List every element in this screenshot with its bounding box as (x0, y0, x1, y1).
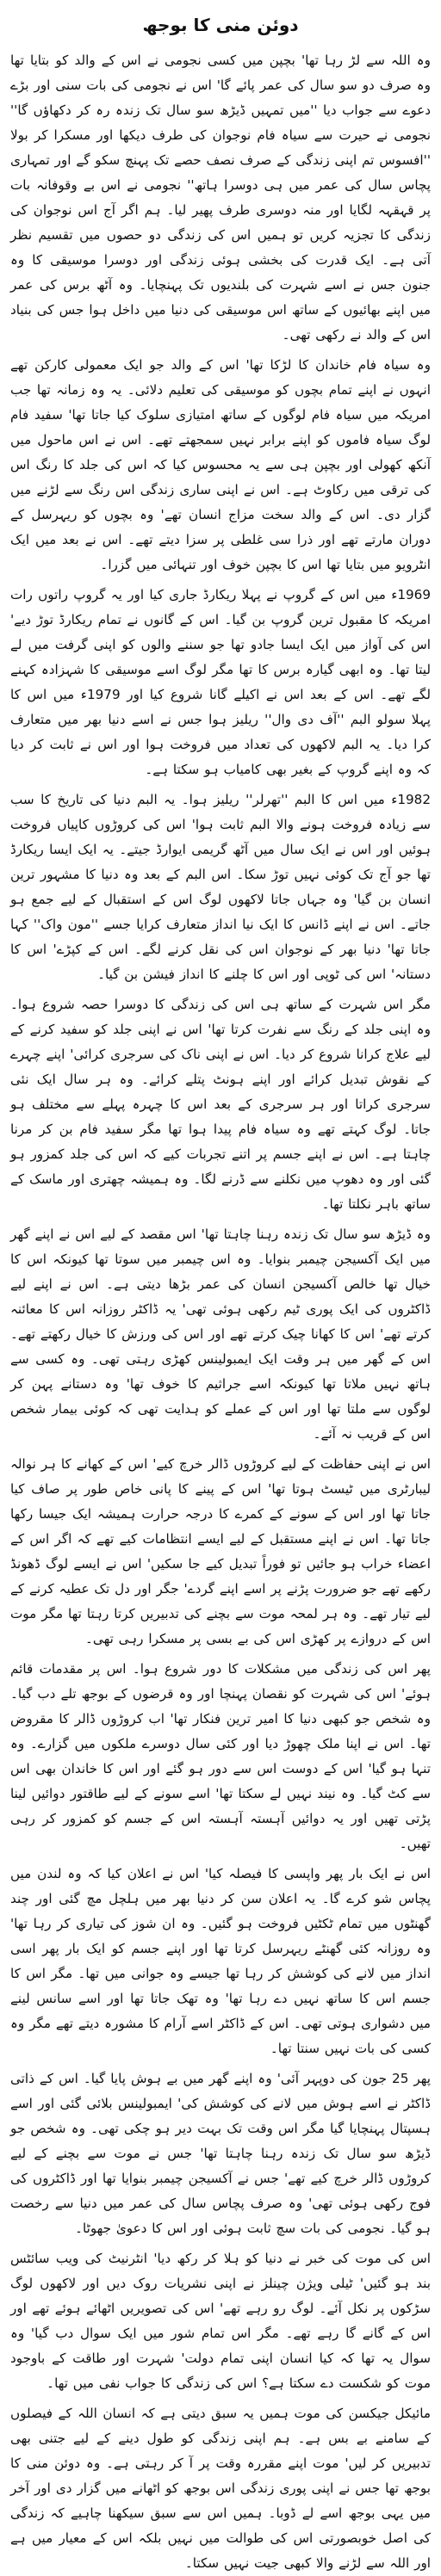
article-paragraph: اس نے اپنی حفاظت کے لیے کروڑوں ڈالر خرچ کیے' اس کے کھانے کا ہر نوالہ لیبارٹری میں ٹیسٹ ہوتا تھا' اس کے پینے کا پانی خاص طور پر صاف کیا جاتا تھا اور اس کے سونے کے کمرے کا درجہ حرارت ہمیشہ ایک جیسا رکھا جاتا تھا۔ اس نے اپنے مستقبل کے لیے ایسے انتظامات کیے تھے کہ اگر اس کے اعضاء خراب ہو جائیں تو فوراً تبدیل کیے جا سکیں' اس نے ایسے لوگ ڈھونڈ رکھے تھے جو ضرورت پڑنے پر اسے اپنے گردے' جگر اور دل تک عطیہ کرنے کے لیے تیار تھے۔ وہ ہر لمحہ موت سے بچنے کی تدبیریں کرتا رہتا تھا مگر موت اس کے دروازے پر کھڑی اس کی بے بسی پر مسکرا رہی تھی۔ (10, 1456, 431, 1646)
article-paragraph: وہ اللہ سے لڑ رہا تھا' بچپن میں کسی نجومی نے اس کے والد کو بتایا تھا وہ صرف دو سو سال کی عمر پائے گا' اس نے نجومی کی بات سنی اور بڑے دعوے سے جواب دیا ''میں تمہیں ڈیڑھ سو سال تک زندہ رہ کر دکھاؤں گا'' نجومی نے حیرت سے سیاہ فام نوجوان کی طرف دیکھا اور مسکرا کر بولا ''افسوس تم اپنی زندگی کے صرف نصف حصے تک پہنچ سکو گے اور تمہاری پچاس سال کی عمر میں ہی دوسرا ہاتھ'' نجومی نے اس بے وقوفانہ بات پر قہقہہ لگایا اور منہ دوسری طرف پھیر لیا۔ ہم اگر آج اس نوجوان کی زندگی کا تجزیہ کریں تو ہمیں اس کی زندگی دو حصوں میں تقسیم نظر آتی ہے۔ ایک قدرت کی بخشی ہوئی زندگی اور دوسرا موسیقی کا وہ جنون جس نے اسے شہرت کی بلندیوں تک پہنچایا۔ وہ آٹھ برس کی عمر میں اپنے بھائیوں کے ساتھ اس موسیقی کی دنیا میں داخل ہوا جس کی بنیاد اس کے والد نے رکھی تھی۔ (10, 53, 431, 343)
article-paragraph: اس نے ایک بار پھر واپسی کا فیصلہ کیا' اس نے اعلان کیا کہ وہ لندن میں پچاس شو کرے گا۔ یہ اعلان سن کر دنیا بھر میں ہلچل مچ گئی اور چند گھنٹوں میں تمام ٹکٹیں فروخت ہو گئیں۔ وہ ان شوز کی تیاری کر رہا تھا' وہ روزانہ کئی گھنٹے ریہرسل کرتا تھا اور اپنے جسم کو ایک بار پھر اسی انداز میں لانے کی کوشش کر رہا تھا جیسے وہ جوانی میں تھا۔ مگر اس کا جسم اس کا ساتھ نہیں دے رہا تھا' وہ تھک جاتا تھا اور اسے سانس لینے میں دشواری ہوتی تھی۔ اس کے ڈاکٹر اسے آرام کا مشورہ دیتے تھے مگر وہ کسی کی بات نہیں سنتا تھا۔ (10, 1866, 431, 2056)
article-paragraph: پھر 25 جون کی دوپہر آئی' وہ اپنے گھر میں بے ہوش پایا گیا۔ اس کے ذاتی ڈاکٹر نے اسے ہوش میں لانے کی کوشش کی' ایمبولینس بلائی گئی اور اسے ہسپتال پہنچایا گیا مگر اس وقت تک بہت دیر ہو چکی تھی۔ وہ شخص جو ڈیڑھ سو سال تک زندہ رہنا چاہتا تھا' جس نے موت سے بچنے کے لیے کروڑوں ڈالر خرچ کیے تھے' جس نے آکسیجن چیمبر بنوایا تھا اور ڈاکٹروں کی فوج رکھی ہوئی تھی' وہ صرف پچاس سال کی عمر میں دنیا سے رخصت ہو گیا۔ نجومی کی بات سچ ثابت ہوئی اور اس کا دعویٰ جھوٹا۔ (10, 2071, 432, 2236)
article-title: دوئن منی کا بوجھ (142, 15, 299, 35)
article-paragraph: وہ ڈیڑھ سو سال تک زندہ رہنا چاہتا تھا' اس مقصد کے لیے اس نے اپنے گھر میں ایک آکسیجن چیمبر بنوایا۔ وہ اس چیمبر میں سوتا تھا کیونکہ اس کا خیال تھا خالص آکسیجن انسان کی عمر بڑھا دیتی ہے۔ اس نے اپنے لیے ڈاکٹروں کی ایک پوری ٹیم رکھی ہوئی تھی' یہ ڈاکٹر روزانہ اس کا معائنہ کرتے تھے' اس کا کھانا چیک کرتے تھے اور اس کی ورزش کا خیال رکھتے تھے۔ اس کے گھر میں ہر وقت ایک ایمبولینس کھڑی رہتی تھی۔ وہ کسی سے ہاتھ نہیں ملاتا تھا کیونکہ اسے جراثیم کا خوف تھا' وہ دستانے پہن کر لوگوں سے ملتا تھا اور اس کے عملے کو ہدایت تھی کہ کوئی بیمار شخص اس کے قریب نہ آئے۔ (10, 1226, 431, 1442)
article-paragraph: 1969ء میں اس کے گروپ نے پہلا ریکارڈ جاری کیا اور یہ گروپ راتوں رات امریکہ کا مقبول ترین گروپ بن گیا۔ اس کے گانوں نے تمام ریکارڈ توڑ دیے' اس کی آواز میں ایک ایسا جادو تھا جو سننے والوں کو اپنی گرفت میں لے لیتا تھا۔ وہ ابھی گیارہ برس کا تھا مگر لوگ اسے موسیقی کا شہزادہ کہنے لگے تھے۔ اس کے بعد اس نے اکیلے گانا شروع کیا اور 1979ء میں اس کا پہلا سولو البم ''آف دی وال'' ریلیز ہوا جس نے اسے دنیا بھر میں متعارف کرا دیا۔ یہ البم لاکھوں کی تعداد میں فروخت ہوا اور اس نے ثابت کر دیا کہ وہ اپنے گروپ کے بغیر بھی کامیاب ہو سکتا ہے۔ (10, 587, 431, 777)
article-paragraph: 1982ء میں اس کا البم ''تھرلر'' ریلیز ہوا۔ یہ البم دنیا کی تاریخ کا سب سے زیادہ فروخت ہونے والا البم ثابت ہوا' اس کی کروڑوں کاپیاں فروخت ہوئیں اور اس نے ایک سال میں آٹھ گریمی ایوارڈ جیتے۔ یہ ایک ایسا ریکارڈ تھا جو آج تک کوئی نہیں توڑ سکا۔ اس البم کے بعد وہ دنیا کا مشہور ترین انسان بن گیا' وہ جہاں جاتا لاکھوں لوگ اس کے استقبال کے لیے جمع ہو جاتے۔ اس نے اپنے ڈانس کا ایک نیا انداز متعارف کرایا جسے ''مون واک'' کہا جاتا تھا' دنیا بھر کے نوجوان اس کی نقل کرنے لگے۔ اس کے کپڑے' اس کا دستانہ' اس کی ٹوپی اور اس کا چلنے کا انداز فیشن بن گیا۔ (10, 792, 431, 982)
article-paragraph: اس کی موت کی خبر نے دنیا کو ہلا کر رکھ دیا' انٹرنیٹ کی ویب سائٹس بند ہو گئیں' ٹیلی ویژن چینلز نے اپنی نشریات روک دیں اور لاکھوں لوگ سڑکوں پر نکل آئے۔ لوگ رو رہے تھے' اس کی تصویریں اٹھائے ہوئے تھے اور اس کے گانے گا رہے تھے۔ مگر اس تمام شور میں ایک سوال دب گیا' وہ سوال یہ تھا کہ کیا انسان اپنی تمام دولت' شہرت اور طاقت کے باوجود موت کو شکست دے سکتا ہے؟ اس کی زندگی کا جواب نفی میں تھا۔ (10, 2251, 431, 2391)
article-paragraph: وہ سیاہ فام خاندان کا لڑکا تھا' اس کے والد جو ایک معمولی کارکن تھے انہوں نے اپنے تمام بچوں کو موسیقی کی تعلیم دلائی۔ یہ وہ زمانہ تھا جب امریکہ میں سیاہ فام لوگوں کے ساتھ امتیازی سلوک کیا جاتا تھا' سفید فام لوگ سیاہ فاموں کو اپنے برابر نہیں سمجھتے تھے۔ اس نے اس ماحول میں آنکھ کھولی اور بچپن ہی سے یہ محسوس کیا کہ اس کی جلد کا رنگ اس کی ترقی میں رکاوٹ ہے۔ اس نے اپنی ساری زندگی اس رنگ سے لڑنے میں گزار دی۔ اس کے والد سخت مزاج انسان تھے' وہ بچوں کو ریہرسل کے دوران مارتے تھے اور ذرا سی غلطی پر سزا دیتے تھے۔ اس نے بعد میں ایک انٹرویو میں بتایا تھا اس کا بچپن خوف اور تنہائی میں گزرا۔ (10, 357, 431, 572)
article-paragraph: پھر اس کی زندگی میں مشکلات کا دور شروع ہوا۔ اس پر مقدمات قائم ہوئے' اس کی شہرت کو نقصان پہنچا اور وہ قرضوں کے بوجھ تلے دب گیا۔ وہ شخص جو کبھی دنیا کا امیر ترین فنکار تھا' اب کروڑوں ڈالر کا مقروض تھا۔ اس نے اپنا ملک چھوڑ دیا اور کئی سال دوسرے ملکوں میں گزارے۔ وہ تنہا ہو گیا' اس کے دوست اس سے دور ہو گئے اور اس کا خاندان بھی اس سے کٹ گیا۔ وہ نیند نہیں لے سکتا تھا' اسے سونے کے لیے طاقتور دوائیں لینا پڑتی تھیں اور یہ دوائیں آہستہ آہستہ اس کے جسم کو کمزور کر رہی تھیں۔ (10, 1661, 431, 1851)
article-paragraph: مگر اس شہرت کے ساتھ ہی اس کی زندگی کا دوسرا حصہ شروع ہوا۔ وہ اپنی جلد کے رنگ سے نفرت کرتا تھا' اس نے اپنی جلد کو سفید کرنے کے لیے علاج کرانا شروع کر دیا۔ اس نے اپنی ناک کی سرجری کرائی' اپنے چہرے کے نقوش تبدیل کرائے اور اپنے ہونٹ پتلے کرائے۔ وہ ہر سال ایک نئی سرجری کراتا اور ہر سرجری کے بعد اس کا چہرہ پہلے سے مختلف ہو جاتا۔ لوگ کہتے تھے وہ سیاہ فام پیدا ہوا تھا مگر سفید فام بن کر مرنا چاہتا ہے۔ اس نے اپنے جسم پر اتنے تجربات کیے کہ اس کی جلد کمزور ہو گئی اور وہ دھوپ میں نکلنے سے ڈرنے لگا۔ وہ ہمیشہ چھتری اور ماسک کے ساتھ باہر نکلتا تھا۔ (10, 997, 431, 1212)
article-body (10, 48, 431, 2576)
article-paragraph: مائیکل جیکسن کی موت ہمیں یہ سبق دیتی ہے کہ انسان اللہ کے فیصلوں کے سامنے بے بس ہے۔ ہم اپنی زندگی کو طول دینے کے لیے جتنی بھی تدبیریں کر لیں' موت اپنے مقررہ وقت پر آ کر رہتی ہے۔ وہ دوئن منی کا بوجھ تھا جس نے اپنی پوری زندگی اس بوجھ کو اٹھانے میں گزار دی اور آخر میں یہی بوجھ اسے لے ڈوبا۔ ہمیں اس سے سبق سیکھنا چاہیے کہ زندگی کی اصل خوبصورتی اس کی طوالت میں نہیں بلکہ اس کے معیار میں ہے اور اللہ سے لڑنے والا کبھی جیت نہیں سکتا۔ (10, 2406, 431, 2571)
